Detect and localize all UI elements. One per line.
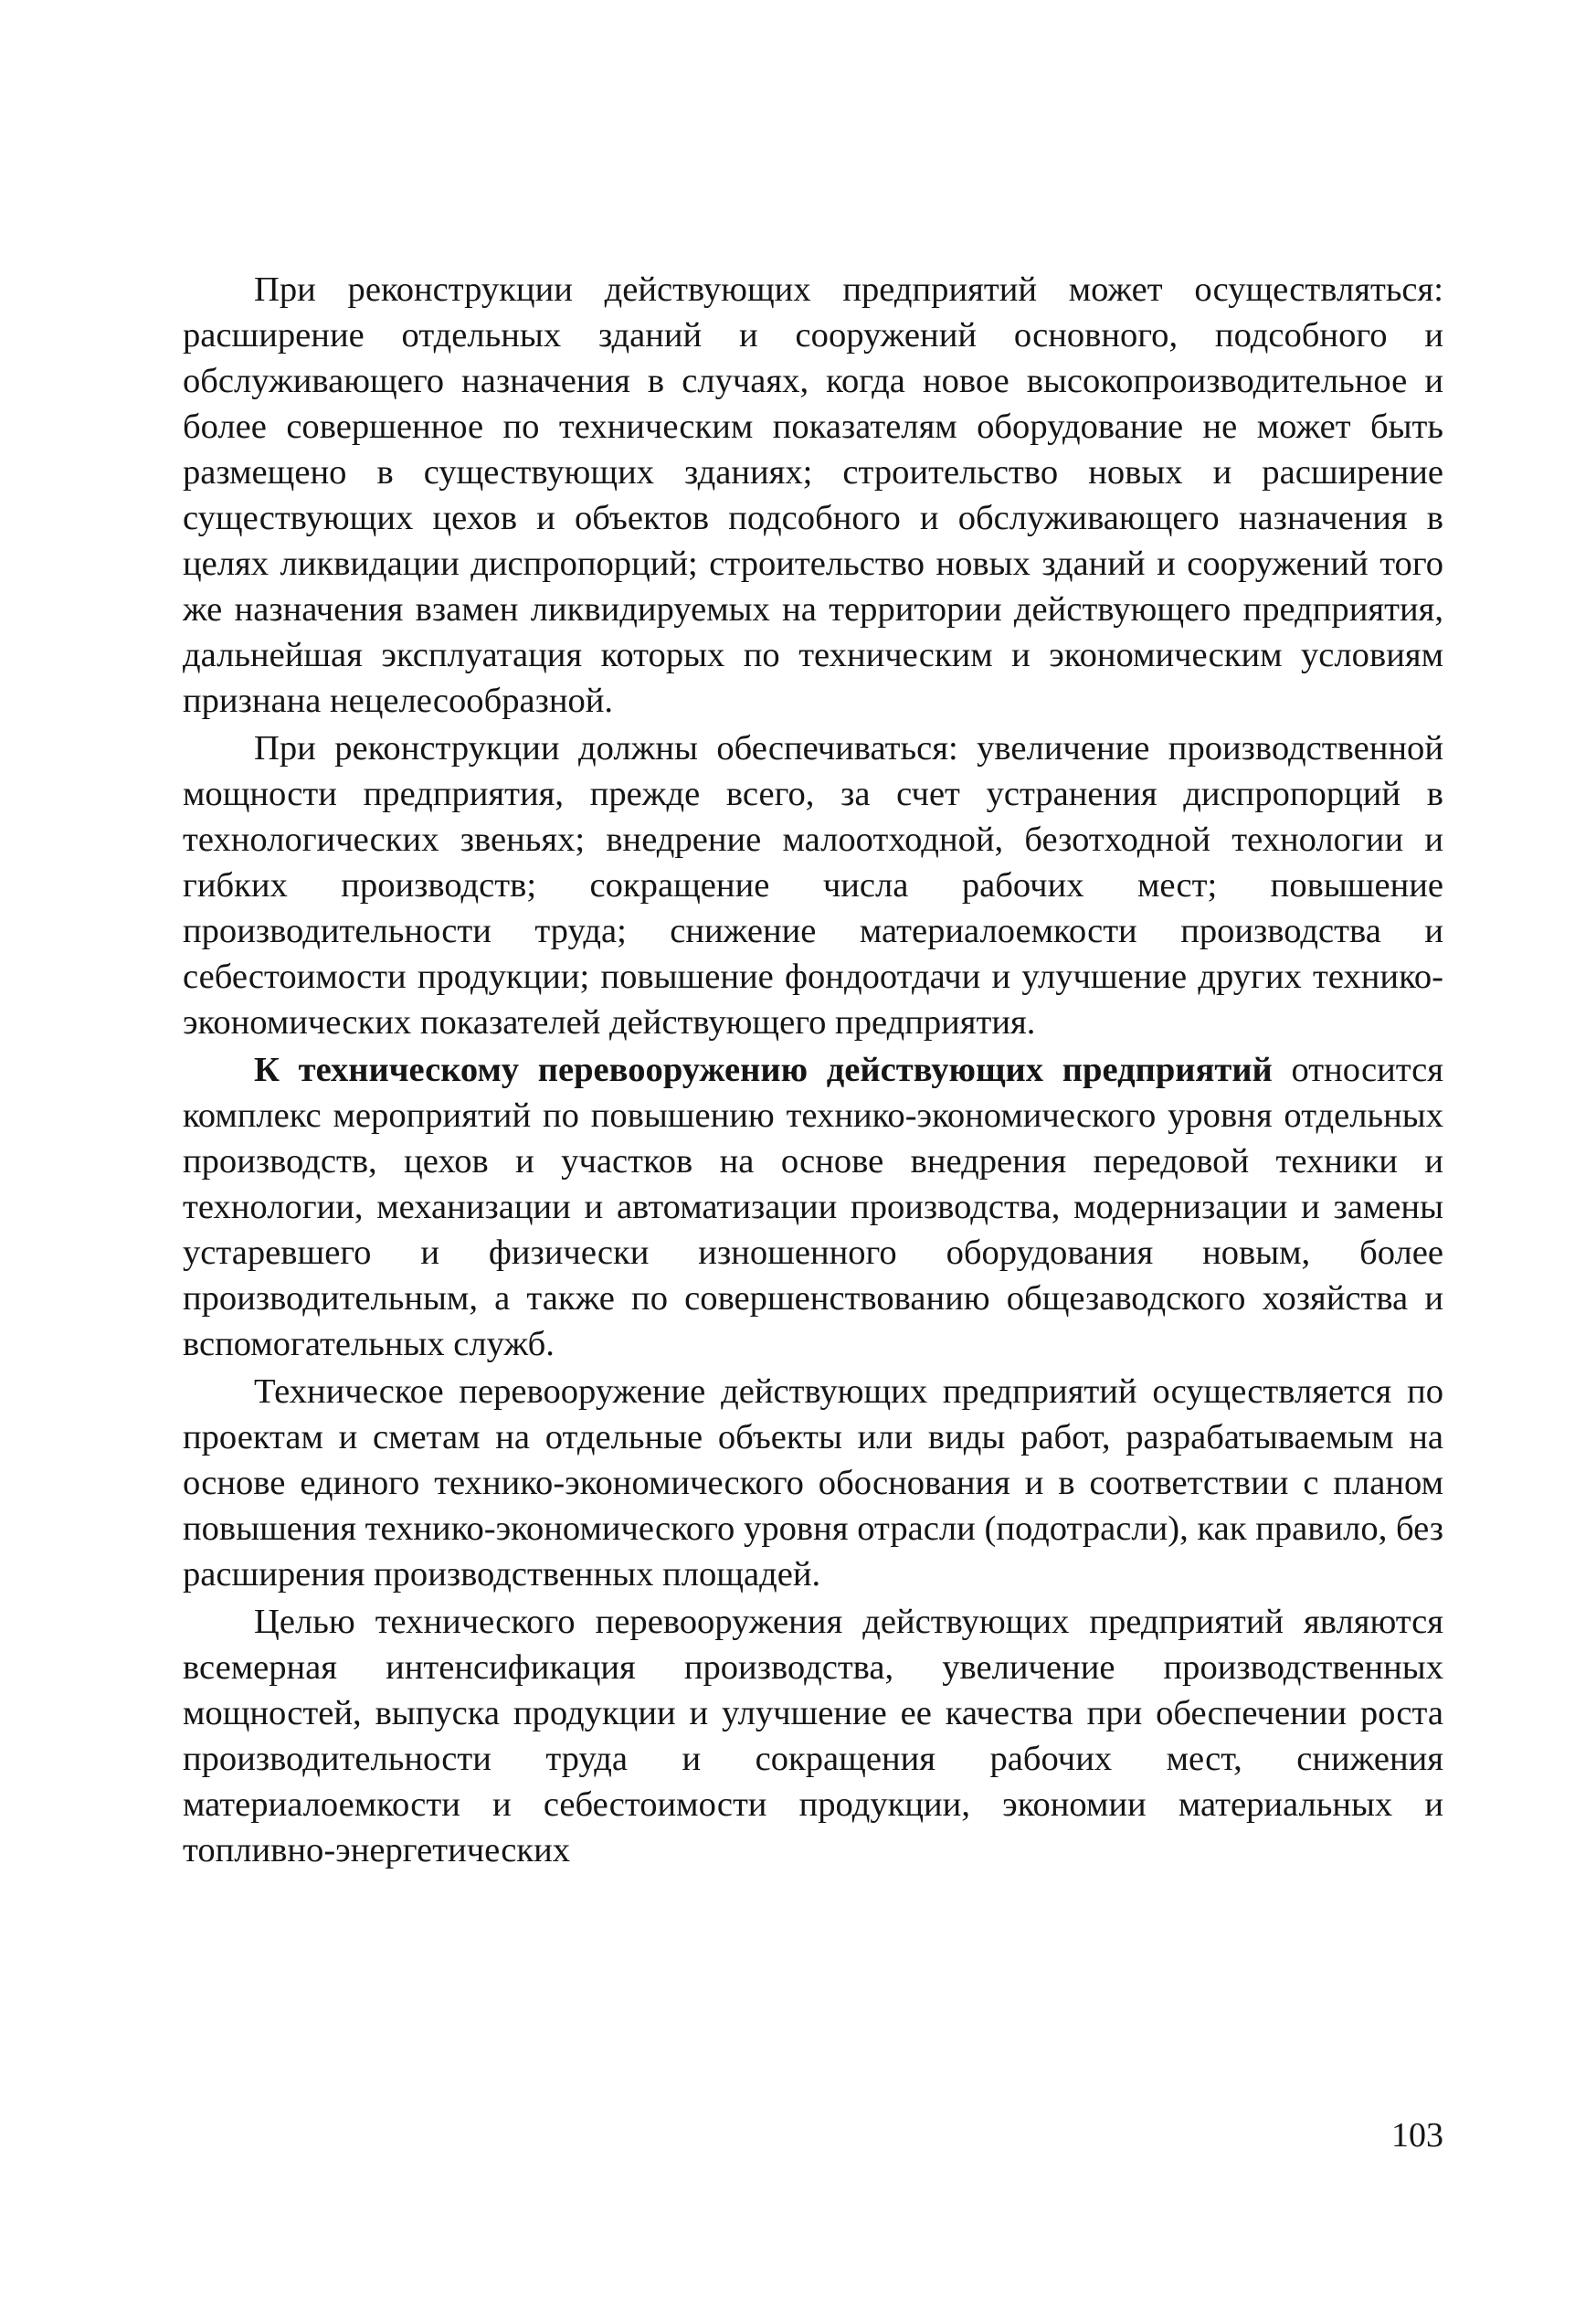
paragraph-text: При реконструкции должны обеспечиваться: увеличение производственной мощности предприятия, прежде всего, за счет устранения диспропорций в технологических звеньях; внедрение малоотходной, безотходной технологии и гибких производств; сокращение числа рабочих мест; повышение производительности труда; снижение материалоемкости производства и себестоимости продукции; повышение фондоотдачи и улучшение других технико-экономических показателей действующего предприятия. <box>183 729 1443 1042</box>
paragraph-reequipment-purpose <box>183 1599 1443 1873</box>
paragraph-reconstruction-scope <box>183 267 1443 724</box>
page-number: 103 <box>1391 2116 1443 2155</box>
paragraph-technical-reequipment-definition <box>183 1047 1443 1367</box>
paragraph-text: Техническое перевооружение действующих предприятий осуществляется по проектам и сметам на отдельные объекты или виды работ, разрабатываемым на основе единого технико-экономического обоснования и в соответствии с планом повышения технико-экономического уровня отрасли (подотрасли), как правило, без расширения производственных площадей. <box>183 1372 1443 1594</box>
paragraph-reequipment-implementation <box>183 1369 1443 1597</box>
paragraph-bold-lead: К техническому перевооружению действующих предприятий <box>254 1051 1273 1089</box>
paragraph-text: Целью технического перевооружения действующих предприятий являются всемерная интенсификация производства, увеличение производственных мощностей, выпуска продукции и улучшение ее качества при обеспечении роста производительности труда и сокращения рабочих мест, снижения материалоемкости и себестоимости продукции, экономии материальных и топливно-энергетических <box>183 1603 1443 1869</box>
paragraph-text: относится комплекс мероприятий по повышению технико-экономического уровня отдельных производств, цехов и участков на основе внедрения передовой техники и технологии, механизации и автоматизации производства, модернизации и замены устаревшего и физически изношенного оборудования новым, более производительным, а также по совершенствованию общезаводского хозяйства и вспомогательных служб. <box>183 1051 1443 1363</box>
page-body <box>183 267 1443 1873</box>
paragraph-text: При реконструкции действующих предприятий может осуществляться: расширение отдельных зданий и сооружений основного, подсобного и обслуживающего назначения в случаях, когда новое высокопроизводительное и более совершенное по техническим показателям оборудование не может быть размещено в существующих зданиях; строительство новых и расширение существующих цехов и объектов подсобного и обслуживающего назначения в целях ликвидации диспропорций; строительство новых зданий и сооружений того же назначения взамен ликвидируемых на территории действующего предприятия, дальнейшая эксплуатация которых по техническим и экономическим условиям признана нецелесообразной. <box>183 270 1443 720</box>
paragraph-reconstruction-goals <box>183 725 1443 1045</box>
